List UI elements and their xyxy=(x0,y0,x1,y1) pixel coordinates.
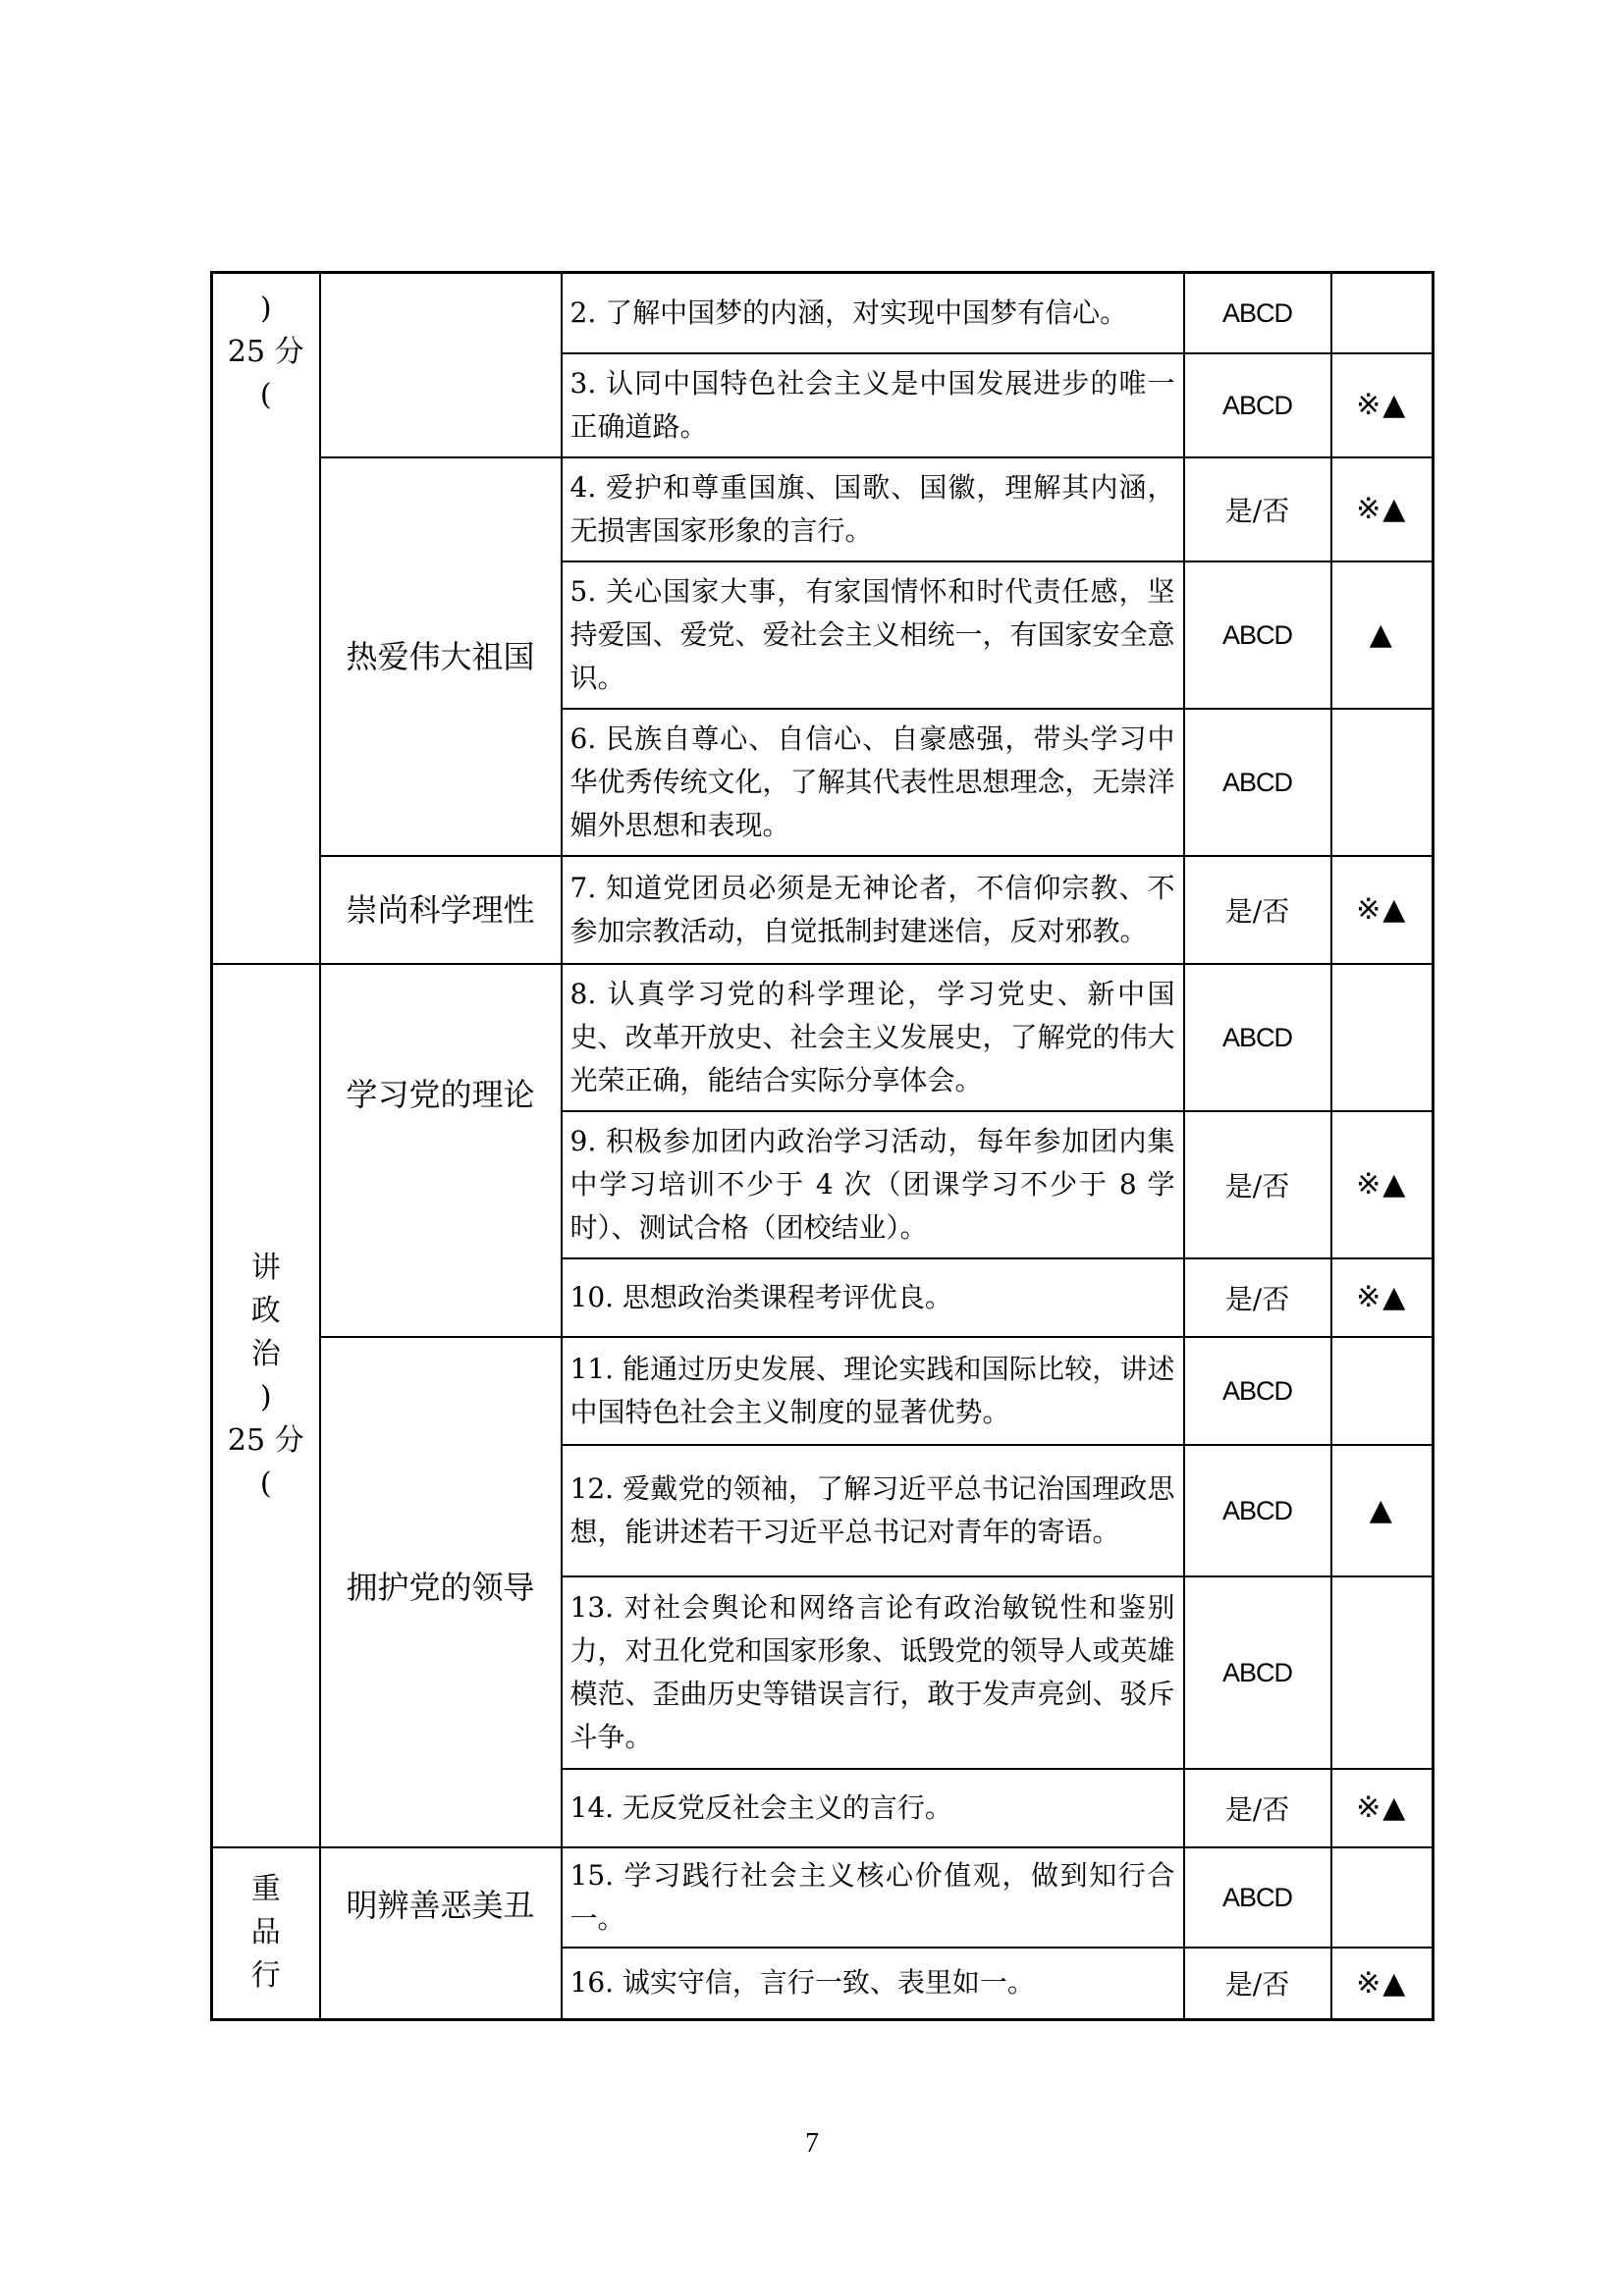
item-text: 6. 民族自尊心、自信心、自豪感强，带头学习中华优秀传统文化，了解其代表性思想理念，无崇洋媚外思想和表现。 xyxy=(562,709,1184,856)
item-text: 2. 了解中国梦的内涵，对实现中国梦有信心。 xyxy=(562,273,1184,353)
item-text: 3. 认同中国特色社会主义是中国发展进步的唯一正确道路。 xyxy=(562,353,1184,457)
grade-value: ABCD xyxy=(1221,1376,1292,1406)
item-text: 4. 爱护和尊重国旗、国歌、国徽，理解其内涵，无损害国家形象的言行。 xyxy=(562,457,1184,561)
mark-cell xyxy=(1331,964,1434,1111)
mark-cell xyxy=(1331,709,1434,856)
section-cell-first xyxy=(212,273,320,964)
mark-cell: ※▲ xyxy=(1331,1948,1434,2020)
grade-cell: 是/否 xyxy=(1184,1769,1331,1847)
item-text: 5. 关心国家大事，有家国情怀和时代责任感，坚持爱国、爱党、爱社会主义相统一，有国家安全意识。 xyxy=(562,561,1184,709)
mark-cell: ※▲ xyxy=(1331,353,1434,457)
grade-cell: 是/否 xyxy=(1184,856,1331,964)
section-line: ) xyxy=(259,1379,272,1415)
item-text: 8. 认真学习党的科学理论，学习党史、新中国史、改革开放史、社会主义发展史，了解党的伟大光荣正确，能结合实际分享体会。 xyxy=(562,964,1184,1111)
category-patriotism: 热爱伟大祖国 xyxy=(320,457,562,856)
item-text: 11. 能通过历史发展、理论实践和国际比较，讲述中国特色社会主义制度的显著优势。 xyxy=(562,1337,1184,1445)
section-line: 政 xyxy=(250,1293,281,1328)
grade-value: ABCD xyxy=(1221,1658,1292,1687)
item-text: 16. 诚实守信，言行一致、表里如一。 xyxy=(562,1948,1184,2020)
mark-cell: ※▲ xyxy=(1331,856,1434,964)
grade-value: ABCD xyxy=(1221,1023,1292,1052)
category-leadership: 拥护党的领导 xyxy=(320,1337,562,1847)
section-line: 行 xyxy=(250,1958,281,1994)
grade-value: ABCD xyxy=(1221,298,1292,329)
section-cell-political xyxy=(212,964,320,1847)
section-line: 讲 xyxy=(250,1250,281,1285)
section-cell-conduct xyxy=(212,1847,320,2020)
section-line: 重 xyxy=(250,1872,281,1907)
grade-cell xyxy=(1184,964,1331,1111)
section-line: 治 xyxy=(250,1336,281,1371)
section-line: ( xyxy=(259,1466,272,1501)
mark-cell xyxy=(1331,1576,1434,1769)
section-line: 品 xyxy=(250,1915,281,1950)
grade-cell xyxy=(1184,709,1331,856)
grade-cell: 是/否 xyxy=(1184,1948,1331,2020)
item-text: 13. 对社会舆论和网络言论有政治敏锐性和鉴别力，对丑化党和国家形象、诋毁党的领导人或英雄模范、歪曲历史等错误言行，敢于发声亮剑、驳斥斗争。 xyxy=(562,1576,1184,1769)
table-row xyxy=(212,1847,1434,1948)
table-row xyxy=(212,1337,1434,1445)
evaluation-table xyxy=(210,271,1435,2021)
mark-cell xyxy=(1331,273,1434,353)
mark-cell xyxy=(1331,1337,1434,1445)
section-line: 25 分 xyxy=(227,1422,304,1458)
category-theory: 学习党的理论 xyxy=(320,964,562,1337)
mark-cell: ▲ xyxy=(1331,1445,1434,1576)
item-text: 14. 无反党反社会主义的言行。 xyxy=(562,1769,1184,1847)
mark-cell: ※▲ xyxy=(1331,1769,1434,1847)
item-text: 10. 思想政治类课程考评优良。 xyxy=(562,1258,1184,1337)
category-cell-empty xyxy=(320,273,562,457)
grade-value: ABCD xyxy=(1221,620,1292,650)
item-text: 7. 知道党团员必须是无神论者，不信仰宗教、不参加宗教活动，自觉抵制封建迷信，反对邪教。 xyxy=(562,856,1184,964)
grade-cell: 是/否 xyxy=(1184,1258,1331,1337)
table-row xyxy=(212,457,1434,561)
grade-value: ABCD xyxy=(1221,768,1292,797)
grade-cell xyxy=(1184,561,1331,709)
grade-cell xyxy=(1184,1847,1331,1948)
grade-cell xyxy=(1184,353,1331,457)
grade-value: ABCD xyxy=(1221,391,1292,420)
grade-value: ABCD xyxy=(1221,1883,1292,1912)
table-row xyxy=(212,856,1434,964)
grade-cell xyxy=(1184,1445,1331,1576)
grade-cell xyxy=(1184,1576,1331,1769)
item-text: 12. 爱戴党的领袖，了解习近平总书记治国理政思想，能讲述若干习近平总书记对青年的寄语。 xyxy=(562,1445,1184,1576)
mark-cell: ※▲ xyxy=(1331,457,1434,561)
grade-cell: 是/否 xyxy=(1184,457,1331,561)
mark-cell xyxy=(1331,1847,1434,1948)
category-morality: 明辨善恶美丑 xyxy=(320,1847,562,2020)
category-science: 崇尚科学理性 xyxy=(320,856,562,964)
grade-cell xyxy=(1184,1337,1331,1445)
grade-cell: 是/否 xyxy=(1184,1111,1331,1258)
mark-cell: ※▲ xyxy=(1331,1111,1434,1258)
table-row xyxy=(212,964,1434,1111)
item-text: 9. 积极参加团内政治学习活动，每年参加团内集中学习培训不少于 4 次（团课学习不少于 8 学时）、测试合格（团校结业）。 xyxy=(562,1111,1184,1258)
table-row xyxy=(212,273,1434,353)
section-line: 25 分 xyxy=(227,335,304,369)
mark-cell: ▲ xyxy=(1331,561,1434,709)
grade-cell xyxy=(1184,273,1331,353)
item-text: 15. 学习践行社会主义核心价值观，做到知行合一。 xyxy=(562,1847,1184,1948)
section-line: ) xyxy=(259,292,272,326)
page-number: 7 xyxy=(805,2128,819,2159)
mark-cell: ※▲ xyxy=(1331,1258,1434,1337)
grade-value: ABCD xyxy=(1221,1496,1292,1525)
section-line: ( xyxy=(259,378,272,412)
